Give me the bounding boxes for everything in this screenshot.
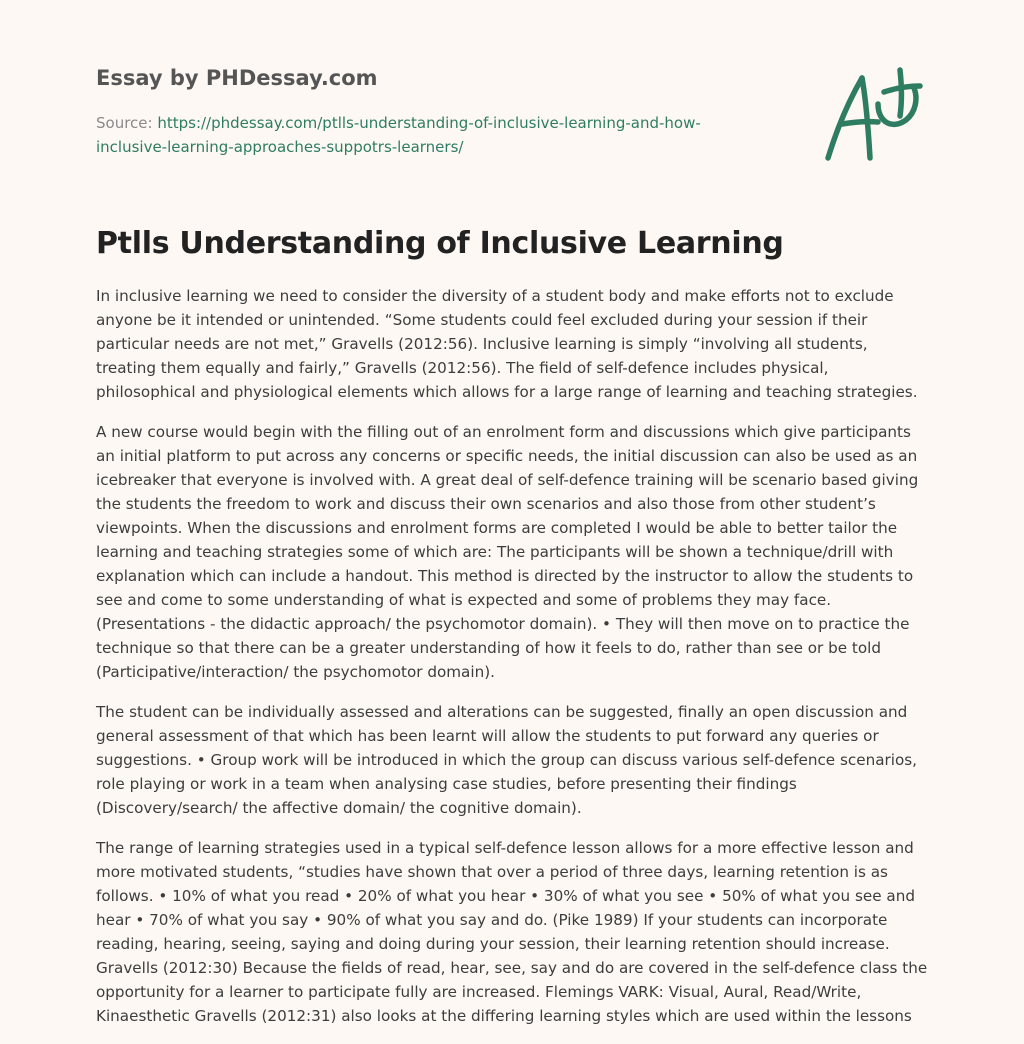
a-plus-logo-icon	[822, 66, 926, 166]
paragraph: The range of learning strategies used in a typical self-defence lesson allows for a more effective lesson and more motivated students, “studies have shown that over a period of three days, learning retention is as follows. • 10% of what you read • 20% of what you hear • 30% of what you see • 50% of what you see and hear • 70% of what you say • 90% of what you say and do. (Pike 1989) If your students can incorporate reading, hearing, seeing, saying and doing during your session, their learning retention should increase. Gravells (2012:30) Because the fields of read, hear, see, say and do are covered in the self-defence class the opportunity for a learner to participate fully are increased. Flemings VARK: Visual, Aural, Read/Write, Kinaesthetic Gravells (2012:31) also looks at the differing learning styles which are used within the lessons	[96, 839, 928, 1025]
source-label: Source:	[96, 114, 158, 132]
paragraph: A new course would begin with the filling out of an enrolment form and discussions which give participants an initial platform to put across any concerns or specific needs, the initial discussion can also be used as an icebreaker that everyone is involved with. A great deal of self-defence training will be scenario based giving the students the freedom to work and discuss their own scenarios and also those from other student’s viewpoints. When the discussions and enrolment forms are completed I would be able to better tailor the learning and teaching strategies some of which are: The participants will be shown a technique/drill with explanation which can include a handout. This method is directed by the instructor to allow the students to see and come to some understanding of what is expected and some of problems they may face. (Presentations - the didactic approach/ the psychomotor domain). • They will then move on to practice the technique so that there can be a greater understanding of how it feels to do, rather than see or be told (Participative/interaction/ the psychomotor domain).	[96, 423, 919, 681]
paragraph: In inclusive learning we need to consider the diversity of a student body and make efforts not to exclude anyone be it intended or unintended. “Some students could feel excluded during your session if their particular needs are not met,” Gravells (2012:56). Inclusive learning is simply “involving all students, treating them equally and fairly,” Gravells (2012:56). The field of self-defence includes physical, philosophical and physiological elements which allows for a large range of learning and teaching strategies.	[96, 287, 918, 401]
article-body	[96, 284, 930, 1044]
article-title: Ptlls Understanding of Inclusive Learning	[96, 226, 784, 261]
source-link[interactable]: https://phdessay.com/ptlls-understanding-of-inclusive-learning-and-how-inclusive-learning-approaches-suppotrs-learners/	[96, 114, 701, 156]
source-line	[96, 111, 736, 159]
paragraph: The student can be individually assessed and alterations can be suggested, finally an open discussion and general assessment of that which has been learnt will allow the students to put forward any queries or suggestions. • Group work will be introduced in which the group can discuss various self-defence scenarios, role playing or work in a team when analysing case studies, before presenting their findings (Discovery/search/ the affective domain/ the cognitive domain).	[96, 703, 918, 817]
site-brand: Essay by PHDessay.com	[96, 66, 378, 90]
